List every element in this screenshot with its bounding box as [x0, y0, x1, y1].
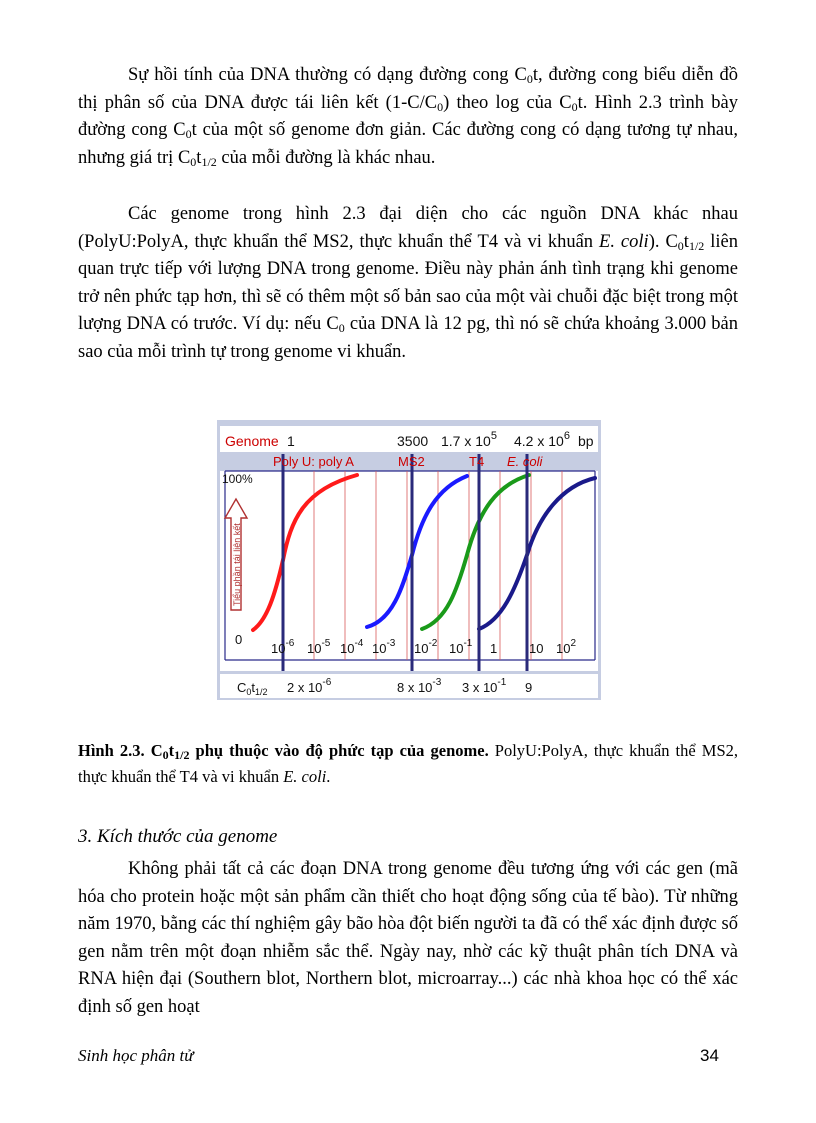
label-polyu-polya: Poly U: poly A: [273, 454, 354, 469]
page-number: 34: [700, 1046, 719, 1065]
figure-cot-curves: [217, 420, 601, 700]
label-t4: T4: [469, 454, 485, 469]
label-ms2: MS2: [398, 454, 425, 469]
genome-size-ms2: 3500: [397, 433, 429, 449]
x-tick-label: $10^{-4}$: [340, 638, 364, 656]
cot-value-ecoli: 9: [525, 680, 533, 695]
x-tick-labels: [271, 638, 576, 656]
cot-value-polyu: 2 x $10^{-6}$: [287, 677, 332, 695]
genome-label: Genome: [225, 433, 279, 449]
genome-size-polyu: 1: [287, 433, 295, 449]
section-heading: 3. Kích thước của genome: [78, 826, 278, 847]
x-tick-label: 1: [490, 641, 498, 656]
cot-value-ms2: 8 x $10^{-3}$: [397, 677, 442, 695]
figure-caption: Hình 2.3. $C_0t_{1/2}$ phụ thuộc vào độ phức tạp của genome. PolyU:PolyA, thực khuẩn thể MS2, thực khuẩn thể T4 và vi khuẩn E. coli.: [78, 741, 738, 786]
paragraph-cot-curve: Sự hồi tính của DNA thường có dạng đường cong $C_0t$, đường cong biểu diễn đồ thị phân số của DNA được tái liên kết $(1-C/C_0)$ theo log của $C_0t$. Hình 2.3 trình bày đường cong $C_0t$ của một số genome đơn giản. Các đường cong có dạng tương tự nhau, nhưng giá trị $C_0t_{1/2}$ của mỗi đường là khác nhau.: [78, 65, 738, 169]
x-tick-label: $10^{-5}$: [307, 638, 331, 656]
y-top-label: 100%: [222, 472, 253, 486]
x-tick-label: $10^{-1}$: [449, 638, 473, 656]
y-zero-label: 0: [235, 632, 243, 647]
footer-book-title: Sinh học phân tử: [78, 1046, 194, 1065]
cot-chart: [217, 420, 601, 700]
cot-value-t4: 3 x $10^{-1}$: [462, 677, 507, 695]
genome-size-ecoli: 4.2 x $10^6$: [514, 430, 570, 449]
paragraph-genome-size: Không phải tất cả các đoạn DNA trong genome đều tương ứng với các gen (mã hóa cho protein hoặc một sản phẩm cần thiết cho hoạt động sống của tế bào). Từ những năm 1970, bằng các thí nghiệm gây bão hòa đột biến người ta đã có thể xác định được số gen nằm trên một đoạn nhiễm sắc thể. Ngày nay, nhờ các kỹ thuật phân tích DNA và RNA hiện đại (Southern blot, Northern blot, microarray...) các nhà khoa học có thể xác định số gen hoạt: [78, 859, 738, 1017]
x-tick-label: 10: [529, 641, 544, 656]
x-tick-label: $10^{-2}$: [414, 638, 438, 656]
x-tick-label: $10^{-6}$: [271, 638, 295, 656]
cot-half-label: $C_0t_{1/2}$: [237, 680, 268, 697]
paragraph-genome-sources: Các genome trong hình 2.3 đại diện cho các nguồn DNA khác nhau (PolyU:PolyA, thực khuẩn thể MS2, thực khuẩn thể T4 và vi khuẩn E. coli). $C_0t_{1/2}$ liên quan trực tiếp với lượng DNA trong genome. Điều này phản ánh tình trạng khi genome trở nên phức tạp hơn, thì sẽ có thêm một số bản sao của một vài chuỗi đặc biệt trong một lượng DNA có trước. Ví dụ: nếu $C_0$ của DNA là 12 pg, thì nó sẽ chứa khoảng 3.000 bản sao của mỗi trình tự trong genome vi khuẩn.: [78, 204, 739, 362]
genome-unit-bp: bp: [578, 433, 594, 449]
x-tick-label: $10^{-3}$: [372, 638, 396, 656]
label-ecoli: E. coli: [507, 454, 543, 469]
y-axis-title: Tiểu phần tái liên kết: [232, 523, 242, 606]
x-tick-label: $10^2$: [556, 638, 577, 656]
genome-size-t4: 1.7 x $10^5$: [441, 430, 497, 449]
